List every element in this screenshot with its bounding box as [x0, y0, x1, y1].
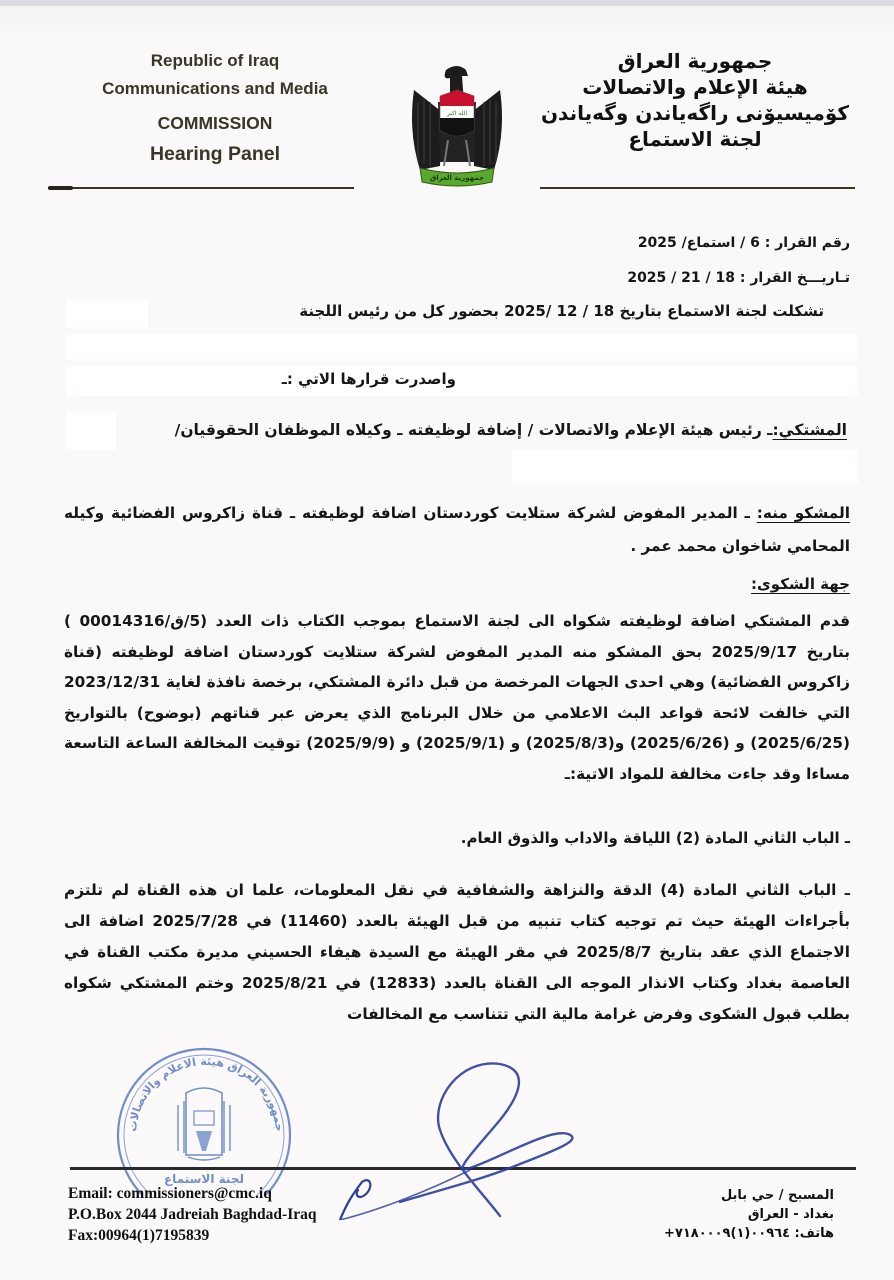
violation-item-article-2: ـ الباب الثاني المادة (2) اللياقة والاداب والذوق العام. — [460, 829, 850, 847]
respondent-label: المشكو منه: — [756, 504, 851, 522]
stamp-top-text: جمهورية العراق هيئة الاعلام والاتصالات — [125, 1054, 286, 1133]
redaction-block — [66, 300, 148, 328]
footer-email: Email: commissioners@cmc.iq — [68, 1185, 272, 1202]
header-ar-line3: كۆمیسیۆنی راگەیاندن وگەیاندن — [540, 101, 850, 125]
iraq-eagle-emblem-icon — [402, 62, 512, 187]
header-ar-line2: هيئة الإعلام والاتصالات — [582, 75, 808, 99]
footer-contact-arabic — [664, 1186, 834, 1243]
redaction-block — [512, 450, 858, 484]
decision-number: رقم القرار : 6 / استماع/ 2025 — [637, 235, 850, 251]
header-en-line2: Communications and Media — [102, 79, 328, 98]
header-en-line3: COMMISSION — [157, 113, 273, 133]
plaintiff-text: ـ رئيس هيئة الإعلام والاتصالات / إضافة لوظيفته ـ وكيلاه الموظفان الحقوقيان/ — [174, 421, 773, 439]
header-ar-line4: لجنة الاستماع — [628, 127, 762, 151]
plaintiff-label: المشتكي: — [772, 421, 847, 439]
header-rule-right — [540, 187, 855, 189]
footer-fax: Fax:00964(1)7195839 — [68, 1227, 210, 1244]
panel-formed-line: تشكلت لجنة الاستماع بتاريخ 18 / 12 /2025 بحضور كل من رئيس اللجنة — [299, 302, 824, 320]
violation-item-article-4: ـ الباب الثاني المادة (4) الدقة والنزاهة والشفافية في نقل المعلومات، علما ان هذه القناة لم تلتزم بأجراءات الهيئة حيث تم توجيه كتاب تنبيه من قبل الهيئة بالعدد (11460) في 2025/7/28 اضافة الى الاجتماع الذي عقد بتاريخ 2025/8/7 في مقر الهيئة مع السيدة هيفاء الحسيني مديرة مكتب القناة في العاصمة بغداد وكتاب الانذار الموجه الى القناة بالعدد (12833) في 2025/8/21 وختم المشتكي شكواه بطلب قبول الشكوى وفرض غرامة مالية التي تتناسب مع المخالفات — [64, 881, 851, 1023]
redaction-block — [66, 366, 858, 396]
respondent-paragraph — [64, 497, 850, 563]
respondent-text: ـ المدير المفوض لشركة ستلايت كوردستان اضافة لوظيفته ـ قناة زاكروس الفضائية وكيله المحامي شاخوان محمد عمر . — [64, 504, 850, 555]
footer-ar-line1: المسبح / حي بابل — [720, 1188, 834, 1203]
svg-text:جمهورية العراق هيئة الاعلام وا — [126, 1055, 286, 1132]
decision-date: تـاريـــخ القرار : 18 / 21 / 2025 — [627, 270, 850, 286]
issued-decision-line: واصدرت قرارها الاتي :ـ — [281, 370, 456, 388]
redaction-block — [66, 412, 116, 450]
stamp-bottom-text: لجنة الاستماع — [163, 1172, 245, 1186]
complaint-section-title: جهة الشكوى: — [751, 575, 850, 593]
footer-address: P.O.Box 2044 Jadreiah Baghdad-Iraq — [68, 1206, 317, 1223]
header-arabic — [540, 48, 850, 152]
header-en-line4: Hearing Panel — [149, 143, 281, 165]
footer-ar-line2: بغداد - العراق — [747, 1207, 834, 1222]
complaint-body: قدم المشتكي اضافة لوظيفته شكواه الى لجنة الاستماع بموجب الكتاب ذات العدد (5/ق/00014316 ) بتاريخ 2025/9/17 بحق المشكو منه المدير المفوض لشركة ستلايت كوردستان اضافة لوظيفته (قناة زاكروس الفضائية) وهي احدى الجهات المرخصة من قبل دائرة المشتكي، برخصة نافذة لغاية 2023/12/31 التي خالفت لائحة قواعد البث الاعلامي من خلال البرنامج الذي يعرض عبر قناتهم (بوضوح) بالتواريخ (2025/6/25) و (2025/6/26) و(2025/8/3) و (2025/9/1) و (2025/9/9) توقيت المخالفة الساعة التاسعة مساءا وقد جاءت مخالفة للمواد الاتية:ـ — [64, 612, 850, 783]
plaintiff-line — [175, 421, 847, 439]
redaction-block — [66, 334, 858, 360]
handwritten-signature-icon — [300, 1050, 620, 1220]
header-ar-line1: جمهورية العراق — [617, 49, 773, 73]
footer-ar-line3: هاتف: ٠٠٩٦٤(١)٧١٨٠٠٠٩+ — [664, 1226, 834, 1241]
svg-text:الله اكبر: الله اكبر — [446, 110, 468, 117]
official-seal-stamp-icon — [108, 1035, 300, 1195]
footer-contact-english — [68, 1183, 316, 1246]
emblem-banner-text: جمهورية العراق — [429, 174, 485, 182]
header-english — [70, 48, 360, 168]
header-rule-left — [48, 187, 354, 189]
scan-top-edge — [0, 0, 894, 6]
header-en-line1: Republic of Iraq — [150, 51, 280, 70]
